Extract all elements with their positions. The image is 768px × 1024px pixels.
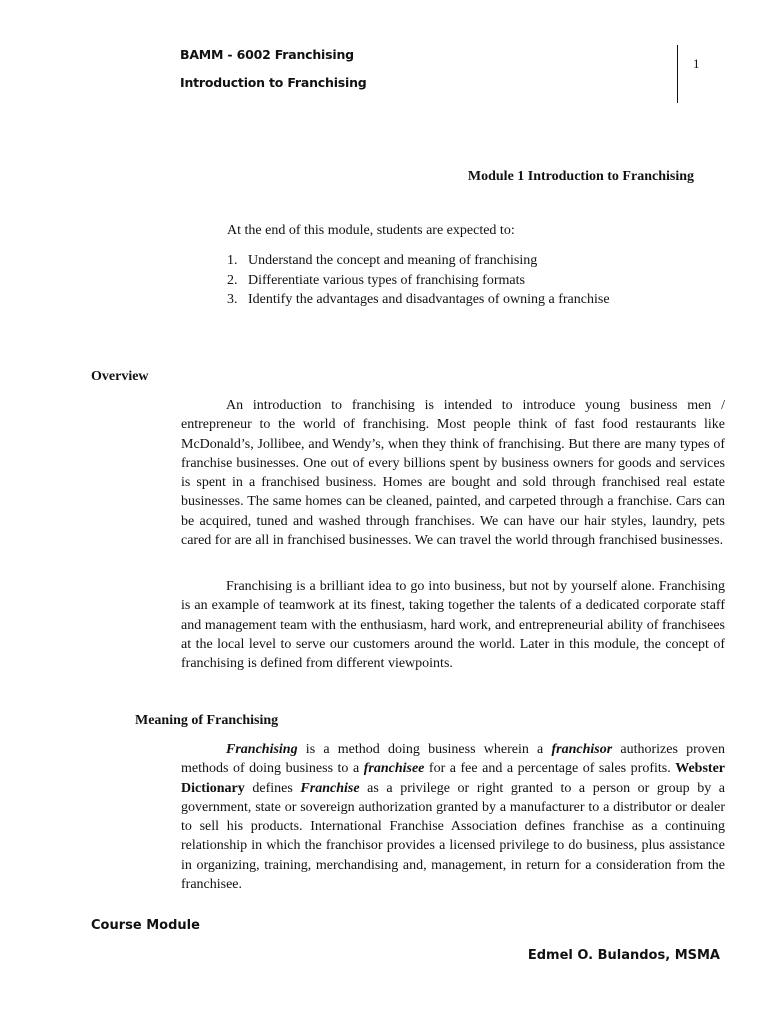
term-franchise: Franchise xyxy=(300,780,360,796)
module-title: Module 1 Introduction to Franchising xyxy=(467,169,694,184)
overview-heading: Overview xyxy=(91,369,149,384)
overview-paragraph-2: Franchising is a brilliant idea to go into business, but not by yourself alone. Franchising is an example of teamwork at its finest, taking together the talents of a dedicated corporate staff and management team with the enthusiasm, hard work, and entrepreneurial ability of franchisees at the local level to serve our customers around the world. Later in this module, the concept of franchising is defined from different viewpoints. xyxy=(181,579,725,672)
header-divider xyxy=(677,45,678,103)
footer-author: Edmel O. Bulandos, MSMA xyxy=(527,948,720,963)
course-code: BAMM - 6002 Franchising xyxy=(180,47,354,62)
page-number: 1 xyxy=(693,56,700,71)
overview-paragraph-1: An introduction to franchising is intended to introduce young business men / entrepreneur to the world of franchising. Most people think of fast food restaurants like McDonald’s, Jollibee, and Wendy’s, when they think of franchising. But there are many types of franchise businesses. One out of every billions spent by business owners for goods and services is spent in a franchised business. Homes are bought and sold through franchised real estate businesses. The same homes can be cleaned, painted, and carpeted through a franchise. Cars can be acquired, tuned and washed through franchises. We can have our hair styles, laundry, pets cared for are all in franchised businesses. We can travel the world through franchised businesses. xyxy=(181,398,725,549)
list-item: 3. Identify the advantages and disadvantages of owning a franchise xyxy=(227,292,610,307)
header-subtitle: Introduction to Franchising xyxy=(180,75,367,90)
list-item: 2. Differentiate various types of franchising formats xyxy=(227,272,525,288)
meaning-paragraph: Franchising is a method doing business wherein a franchisor authorizes proven methods of doing business to a franchisee for a fee and a percentage of sales profits. Webster Dictionary defines Franchise as a privilege or right granted to a person or group by a government, state or sovereign authorization granted by a manufacturer to a distributor or dealer to sell his products. International Franchise Association defines franchise as a continuing relationship in which the franchisor provides a licensed privilege to do business, plus assistance in organizing, training, merchandising and, management, in return for a consideration from the franchisee. xyxy=(181,742,726,893)
term-franchisee: franchisee xyxy=(363,761,425,777)
meaning-heading: Meaning of Franchising xyxy=(135,713,279,728)
term-franchisor: franchisor xyxy=(551,742,613,757)
term-franchising: Franchising xyxy=(226,742,298,757)
objectives-intro: At the end of this module, students are expected to: xyxy=(227,223,515,238)
objectives-list xyxy=(227,251,610,310)
footer-course-module: Course Module xyxy=(91,918,200,933)
webster-dictionary: Webster Dictionary xyxy=(181,761,725,796)
list-item: 1. Understand the concept and meaning of franchising xyxy=(227,253,538,268)
